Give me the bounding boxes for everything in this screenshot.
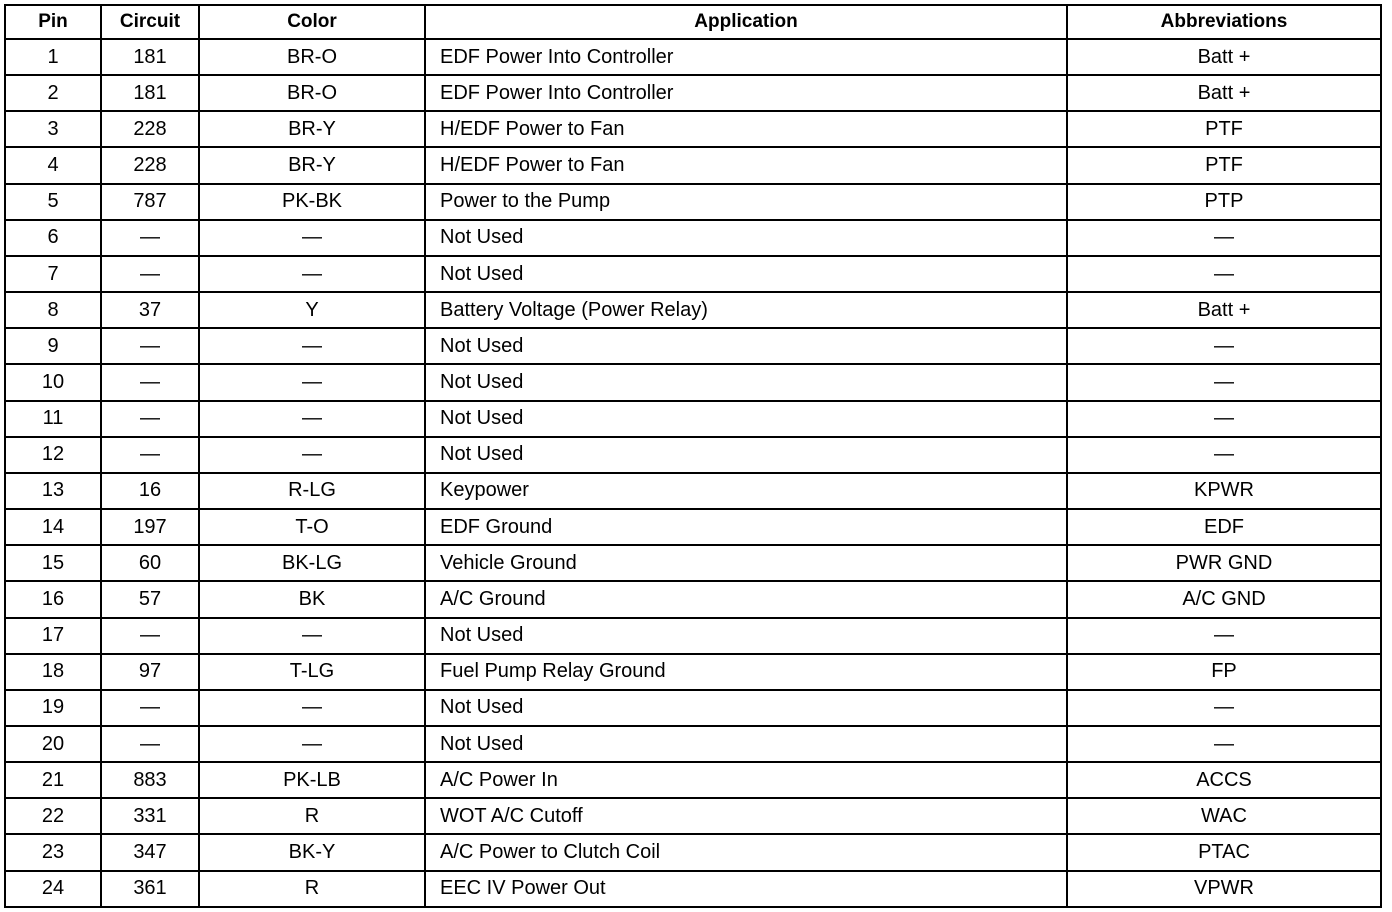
color-cell: BK xyxy=(199,581,425,617)
color-cell: PK-LB xyxy=(199,762,425,798)
table-row xyxy=(5,654,1381,690)
abbreviation-cell: PWR GND xyxy=(1067,545,1381,581)
circuit-cell: — xyxy=(101,726,199,762)
circuit-cell: — xyxy=(101,256,199,292)
color-cell: PK-BK xyxy=(199,184,425,220)
pin-cell: 23 xyxy=(5,834,101,870)
circuit-cell: 228 xyxy=(101,147,199,183)
color-cell: T-LG xyxy=(199,654,425,690)
abbreviation-cell: FP xyxy=(1067,654,1381,690)
circuit-cell: — xyxy=(101,437,199,473)
table-row xyxy=(5,545,1381,581)
table-row xyxy=(5,39,1381,75)
abbreviation-cell: WAC xyxy=(1067,798,1381,834)
circuit-cell: — xyxy=(101,220,199,256)
abbreviation-cell: — xyxy=(1067,437,1381,473)
pin-cell: 1 xyxy=(5,39,101,75)
color-cell: — xyxy=(199,328,425,364)
application-cell: Power to the Pump xyxy=(425,184,1067,220)
color-cell: BK-LG xyxy=(199,545,425,581)
abbreviation-cell: — xyxy=(1067,618,1381,654)
color-cell: — xyxy=(199,220,425,256)
abbreviation-cell: EDF xyxy=(1067,509,1381,545)
table-row xyxy=(5,473,1381,509)
application-cell: Fuel Pump Relay Ground xyxy=(425,654,1067,690)
color-cell: — xyxy=(199,437,425,473)
circuit-cell: 181 xyxy=(101,39,199,75)
pin-cell: 20 xyxy=(5,726,101,762)
pin-table xyxy=(4,4,1382,908)
application-cell: H/EDF Power to Fan xyxy=(425,147,1067,183)
pin-cell: 19 xyxy=(5,690,101,726)
application-cell: Not Used xyxy=(425,401,1067,437)
pin-cell: 8 xyxy=(5,292,101,328)
pin-cell: 2 xyxy=(5,75,101,111)
pin-cell: 5 xyxy=(5,184,101,220)
table-row xyxy=(5,328,1381,364)
abbreviation-cell: — xyxy=(1067,401,1381,437)
application-cell: Not Used xyxy=(425,364,1067,400)
abbreviation-cell: — xyxy=(1067,726,1381,762)
table-row xyxy=(5,364,1381,400)
table-body xyxy=(5,39,1381,907)
abbreviation-cell: KPWR xyxy=(1067,473,1381,509)
header-pin: Pin xyxy=(5,5,101,39)
abbreviation-cell: — xyxy=(1067,256,1381,292)
color-cell: Y xyxy=(199,292,425,328)
circuit-cell: 97 xyxy=(101,654,199,690)
pin-cell: 12 xyxy=(5,437,101,473)
color-cell: R-LG xyxy=(199,473,425,509)
circuit-cell: 16 xyxy=(101,473,199,509)
abbreviation-cell: Batt + xyxy=(1067,75,1381,111)
header-circuit: Circuit xyxy=(101,5,199,39)
pin-cell: 21 xyxy=(5,762,101,798)
application-cell: A/C Ground xyxy=(425,581,1067,617)
color-cell: BR-O xyxy=(199,75,425,111)
abbreviation-cell: PTF xyxy=(1067,111,1381,147)
table-row xyxy=(5,292,1381,328)
table-row xyxy=(5,726,1381,762)
application-cell: Not Used xyxy=(425,220,1067,256)
pin-cell: 14 xyxy=(5,509,101,545)
table-row xyxy=(5,798,1381,834)
application-cell: H/EDF Power to Fan xyxy=(425,111,1067,147)
color-cell: BR-Y xyxy=(199,147,425,183)
circuit-cell: 787 xyxy=(101,184,199,220)
table-row xyxy=(5,111,1381,147)
pin-cell: 7 xyxy=(5,256,101,292)
application-cell: Battery Voltage (Power Relay) xyxy=(425,292,1067,328)
color-cell: T-O xyxy=(199,509,425,545)
pin-cell: 9 xyxy=(5,328,101,364)
color-cell: R xyxy=(199,798,425,834)
abbreviation-cell: PTF xyxy=(1067,147,1381,183)
pin-cell: 15 xyxy=(5,545,101,581)
application-cell: A/C Power to Clutch Coil xyxy=(425,834,1067,870)
application-cell: EEC IV Power Out xyxy=(425,871,1067,907)
application-cell: EDF Ground xyxy=(425,509,1067,545)
pin-cell: 22 xyxy=(5,798,101,834)
circuit-cell: 181 xyxy=(101,75,199,111)
color-cell: — xyxy=(199,726,425,762)
abbreviation-cell: Batt + xyxy=(1067,39,1381,75)
circuit-cell: 228 xyxy=(101,111,199,147)
circuit-cell: 37 xyxy=(101,292,199,328)
application-cell: EDF Power Into Controller xyxy=(425,39,1067,75)
table-row xyxy=(5,690,1381,726)
abbreviation-cell: PTP xyxy=(1067,184,1381,220)
application-cell: WOT A/C Cutoff xyxy=(425,798,1067,834)
header-application: Application xyxy=(425,5,1067,39)
table-row xyxy=(5,834,1381,870)
table-row xyxy=(5,437,1381,473)
pin-cell: 11 xyxy=(5,401,101,437)
pin-cell: 18 xyxy=(5,654,101,690)
abbreviation-cell: A/C GND xyxy=(1067,581,1381,617)
circuit-cell: 347 xyxy=(101,834,199,870)
color-cell: BR-O xyxy=(199,39,425,75)
application-cell: Not Used xyxy=(425,437,1067,473)
color-cell: — xyxy=(199,618,425,654)
header-row xyxy=(5,5,1381,39)
circuit-cell: 331 xyxy=(101,798,199,834)
color-cell: — xyxy=(199,401,425,437)
abbreviation-cell: VPWR xyxy=(1067,871,1381,907)
application-cell: Not Used xyxy=(425,690,1067,726)
circuit-cell: — xyxy=(101,364,199,400)
table-row xyxy=(5,581,1381,617)
table-row xyxy=(5,509,1381,545)
color-cell: R xyxy=(199,871,425,907)
header-color: Color xyxy=(199,5,425,39)
abbreviation-cell: ACCS xyxy=(1067,762,1381,798)
application-cell: EDF Power Into Controller xyxy=(425,75,1067,111)
color-cell: — xyxy=(199,256,425,292)
pin-cell: 3 xyxy=(5,111,101,147)
table-row xyxy=(5,256,1381,292)
abbreviation-cell: — xyxy=(1067,328,1381,364)
application-cell: Not Used xyxy=(425,328,1067,364)
table-row xyxy=(5,401,1381,437)
color-cell: — xyxy=(199,364,425,400)
color-cell: BR-Y xyxy=(199,111,425,147)
abbreviation-cell: PTAC xyxy=(1067,834,1381,870)
table-row xyxy=(5,220,1381,256)
circuit-cell: — xyxy=(101,401,199,437)
application-cell: Keypower xyxy=(425,473,1067,509)
pin-cell: 16 xyxy=(5,581,101,617)
header-abbreviations: Abbreviations xyxy=(1067,5,1381,39)
pin-cell: 13 xyxy=(5,473,101,509)
application-cell: Not Used xyxy=(425,618,1067,654)
table-row xyxy=(5,184,1381,220)
circuit-cell: 361 xyxy=(101,871,199,907)
color-cell: — xyxy=(199,690,425,726)
pin-cell: 10 xyxy=(5,364,101,400)
abbreviation-cell: — xyxy=(1067,220,1381,256)
table-row xyxy=(5,75,1381,111)
pin-cell: 24 xyxy=(5,871,101,907)
circuit-cell: 197 xyxy=(101,509,199,545)
pin-cell: 6 xyxy=(5,220,101,256)
pin-cell: 4 xyxy=(5,147,101,183)
circuit-cell: 60 xyxy=(101,545,199,581)
circuit-cell: 57 xyxy=(101,581,199,617)
circuit-cell: — xyxy=(101,618,199,654)
circuit-cell: 883 xyxy=(101,762,199,798)
abbreviation-cell: Batt + xyxy=(1067,292,1381,328)
application-cell: Not Used xyxy=(425,256,1067,292)
table-row xyxy=(5,871,1381,907)
table-row xyxy=(5,618,1381,654)
abbreviation-cell: — xyxy=(1067,690,1381,726)
abbreviation-cell: — xyxy=(1067,364,1381,400)
color-cell: BK-Y xyxy=(199,834,425,870)
circuit-cell: — xyxy=(101,328,199,364)
pin-cell: 17 xyxy=(5,618,101,654)
circuit-cell: — xyxy=(101,690,199,726)
application-cell: A/C Power In xyxy=(425,762,1067,798)
application-cell: Not Used xyxy=(425,726,1067,762)
table-row xyxy=(5,147,1381,183)
application-cell: Vehicle Ground xyxy=(425,545,1067,581)
table-row xyxy=(5,762,1381,798)
